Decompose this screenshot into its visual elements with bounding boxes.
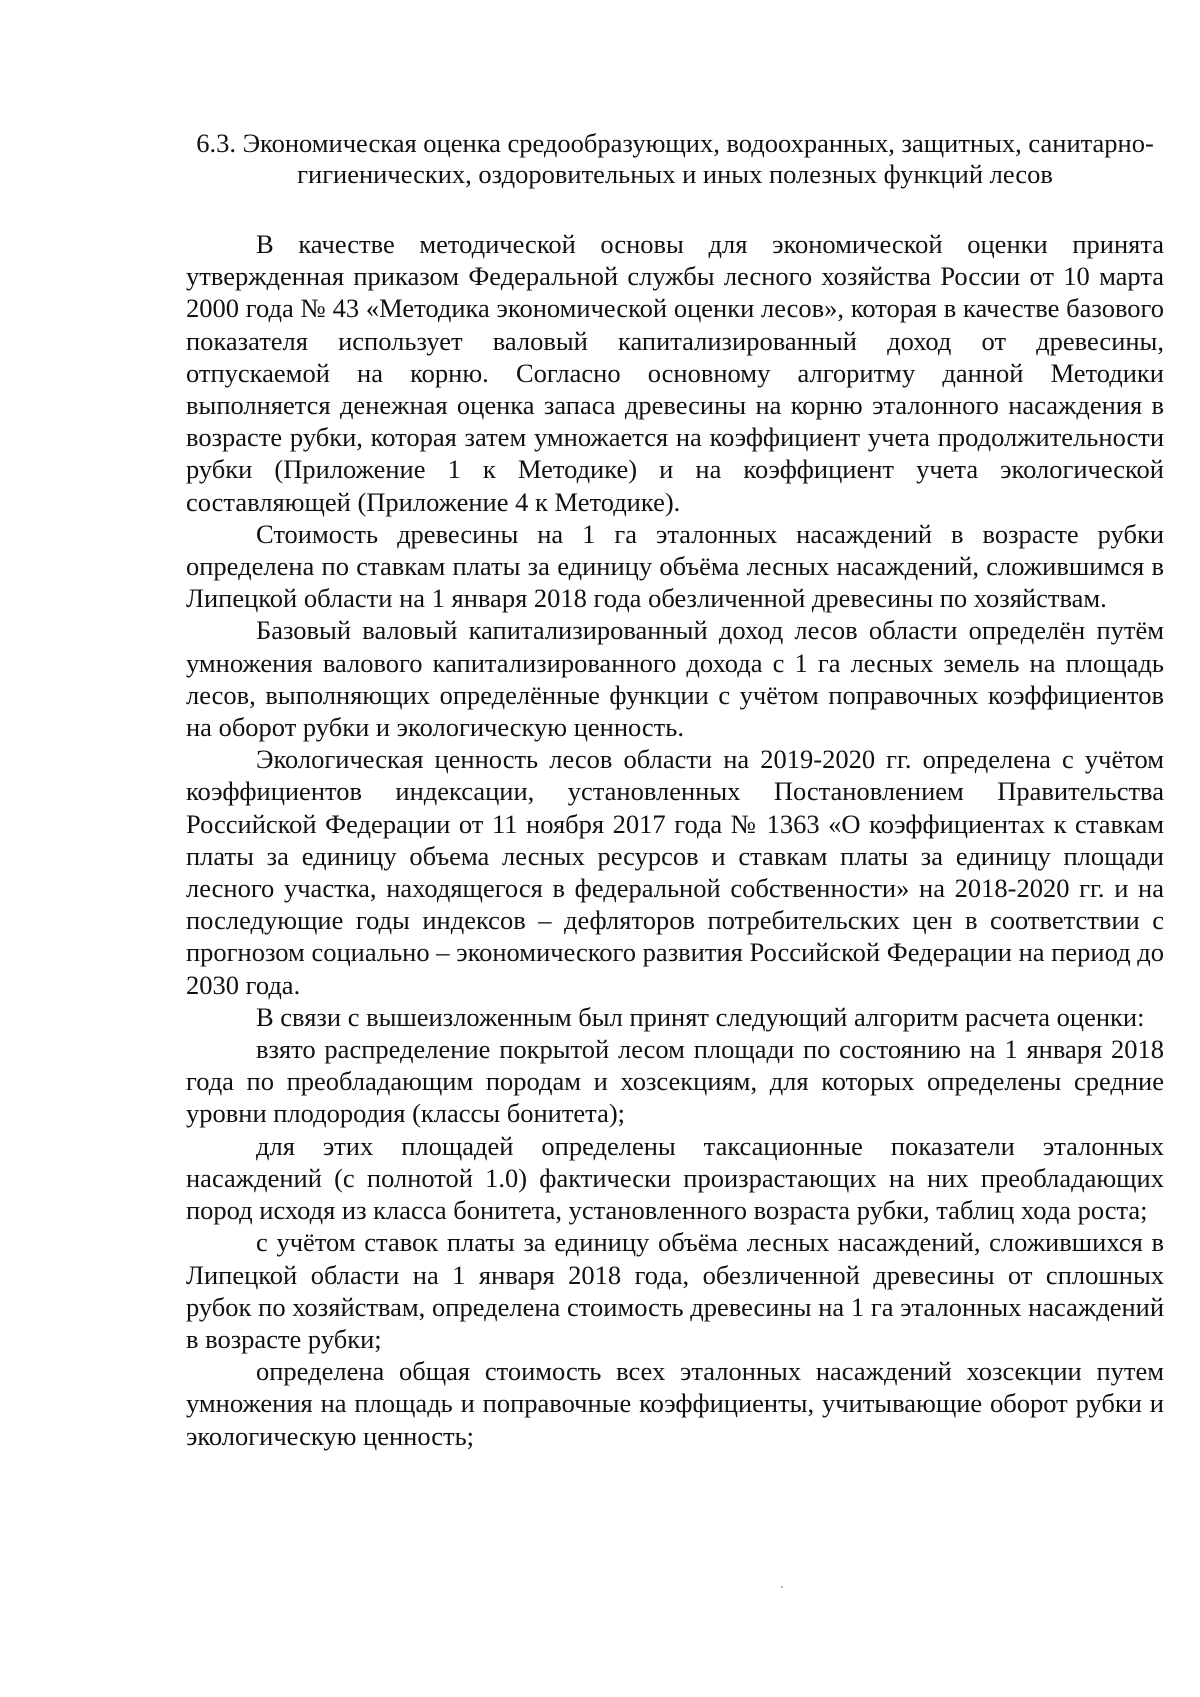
algorithm-step: определена общая стоимость всех эталонных насаждений хозсекции путем умножения на площадь и поправочные коэффициенты, учитывающие оборот рубки и экологическую ценность; <box>186 1356 1164 1451</box>
paragraph-methodology: В качестве методической основы для экономической оценки принята утвержденная приказом Федеральной службы лесного хозяйства России от 10 марта 2000 года № 43 «Методика экономической оценки лесов», которая в качестве базового показателя использует валовый капитализированный доход от древесины, отпускаемой на корню. Согласно основному алгоритму данной Методики выполняется денежная оценка запаса древесины на корню эталонного насаждения в возрасте рубки, которая затем умножается на коэффициент учета продолжительности рубки (Приложение 1 к Методике) и на коэффициент учета экологической составляющей (Приложение 4 к Методике). <box>186 229 1164 517</box>
paragraph-wood-cost: Стоимость древесины на 1 га эталонных насаждений в возрасте рубки определена по ставкам платы за единицу объёма лесных насаждений, сложившимся в Липецкой области на 1 января 2018 года обезличенной древесины по хозяйствам. <box>186 518 1164 614</box>
paragraph-algorithm-intro: В связи с вышеизложенным был принят следующий алгоритм расчета оценки: <box>256 1001 1145 1032</box>
algorithm-step: для этих площадей определены таксационные показатели эталонных насаждений (с полнотой 1.0) фактически произрастающих на них преобладающих пород исходя из класса бонитета, установленного возраста рубки, таблиц хода роста; <box>186 1130 1164 1226</box>
paragraph-ecological-value: Экологическая ценность лесов области на 2019-2020 гг. определена с учётом коэффициентов индексации, установленных Постановлением Правительства Российской Федерации от 11 ноября 2017 года № 1363 «О коэффициентах к ставкам платы за единицу объема лесных ресурсов и ставкам платы за единицу площади лесного участка, находящегося в федеральной собственности» на 2018-2020 гг. и на последующие годы индексов – дефляторов потребительских цен в соответствии с прогнозом социально – экономического развития Российской Федерации на период до 2030 года. <box>186 744 1164 1000</box>
algorithm-step: с учётом ставок платы за единицу объёма лесных насаждений, сложившихся в Липецкой области на 1 января 2018 года, обезличенной древесины от сплошных рубок по хозяйствам, определена стоимость древесины на 1 га эталонных насаждений в возрасте рубки; <box>186 1227 1164 1354</box>
section-heading: 6.3. Экономическая оценка средообразующих, водоохранных, защитных, санитарно-гигиенических, оздоровительных и иных полезных функций лесов <box>196 128 1154 189</box>
paragraph-base-income: Базовый валовый капитализированный доход лесов области определён путём умножения валового капитализированного дохода с 1 га лесных земель на площадь лесов, выполняющих определённые функции с учётом поправочных коэффициентов на оборот рубки и экологическую ценность. <box>186 615 1164 743</box>
scan-artifact-dot <box>781 1586 783 1588</box>
algorithm-step: взято распределение покрытой лесом площади по состоянию на 1 января 2018 года по преобладающим породам и хозсекциям, для которых определены средние уровни плодородия (классы бонитета); <box>186 1034 1164 1129</box>
document-body <box>186 228 1164 1452</box>
